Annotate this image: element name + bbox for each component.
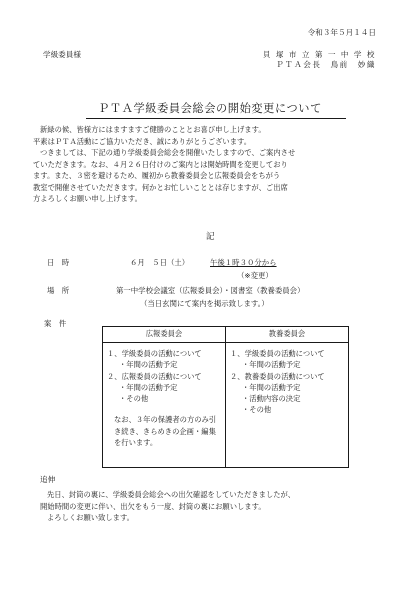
title-underline <box>86 118 346 119</box>
place-label: 場 所 <box>47 286 70 295</box>
change-note: （※変更） <box>237 271 273 280</box>
agenda-item: ２、広報委員の活動について <box>107 371 202 381</box>
agenda-subitem: ・その他 <box>119 394 149 404</box>
body-line: 平素はＰＴＡ活動にご協力いただき、誠にありがとうございます。 <box>33 136 252 146</box>
committee-table <box>102 326 349 468</box>
committee-header-row <box>103 327 349 343</box>
ki-heading: 記 <box>206 232 215 242</box>
agenda-subitem: ・年間の活動予定 <box>242 360 301 370</box>
agenda-subitem: ・年間の活動予定 <box>242 382 301 392</box>
date-value: ６月 ５日（土） <box>130 258 190 267</box>
body-line: 方よろしくお願い申し上げます。 <box>33 194 142 204</box>
agenda-item: １、学級委員の活動について <box>107 349 202 358</box>
edu-committee-cell <box>226 343 349 468</box>
time-value: 午後１時３０分から <box>210 258 277 267</box>
body-line: 新緑の候、皆様方にはますますご健勝のこととお喜び申し上げます。 <box>40 125 266 134</box>
agenda-subitem: ・年間の活動予定 <box>119 382 178 392</box>
document-title: ＰＴＡ学級委員会総会の開始変更について <box>98 102 322 115</box>
agenda-label: 案 件 <box>44 319 67 328</box>
body-line: ます。また、３密を避けるため、履初から教養委員会と広報委員会をちがう <box>33 171 281 181</box>
pr-committee-note: なお、３年の保護者の方のみ引き続き、きらめきの企画・編集を行います。 <box>114 415 217 448</box>
sender-school: 貝 塚 市 立 第 一 中 学 校 <box>262 50 376 59</box>
pr-committee-header: 広報委員会 <box>103 327 226 343</box>
postscript-title: 追伸 <box>40 475 56 484</box>
agenda-subitem: ・その他 <box>242 405 272 415</box>
document-date: 令和３年５月１４日 <box>307 28 376 37</box>
body-paragraph <box>33 124 393 205</box>
place-note: （当日玄関にて案内を掲示致します。） <box>140 299 269 308</box>
postscript-line: よろしくお願い致します。 <box>47 513 134 523</box>
committee-content-row <box>103 343 349 468</box>
postscript-text <box>40 489 295 524</box>
date-label: 日 時 <box>47 258 70 267</box>
agenda-subitem: ・活動内容の決定 <box>242 394 301 404</box>
body-line: 教室で開催させていただきます。何かとお忙しいこととは存じますが、ご出席 <box>33 182 288 192</box>
agenda-subitem: ・年間の活動予定 <box>119 360 178 370</box>
body-line: ていただきます。なお、４月２６日付けのご案内とは開始時間を変更しており <box>33 159 288 169</box>
postscript-line: 開始時間の変更に伴い、出欠をもう一度、封筒の裏にお願いします。 <box>40 501 266 511</box>
body-line: つきましては、下記の通り学級委員会総会を開催いたしますので、ご案内させ <box>40 148 296 158</box>
place-value: 第一中学校会議室（広報委員会）・図書室（教養委員会） <box>116 286 305 295</box>
pr-committee-cell <box>103 343 226 468</box>
sender-name: ＰＴＡ会長 鳥前 妙織 <box>275 60 376 70</box>
agenda-item: １、学級委員の活動について <box>230 349 325 358</box>
recipient: 学級委員様 <box>43 50 81 59</box>
edu-committee-header: 教養委員会 <box>226 327 349 343</box>
sender-block <box>263 50 376 71</box>
postscript-line: 先日、封筒の裏に、学級委員会総会への出欠確認をしていただきましたが、 <box>47 490 296 499</box>
agenda-item: ２、教養委員の活動について <box>230 371 325 381</box>
